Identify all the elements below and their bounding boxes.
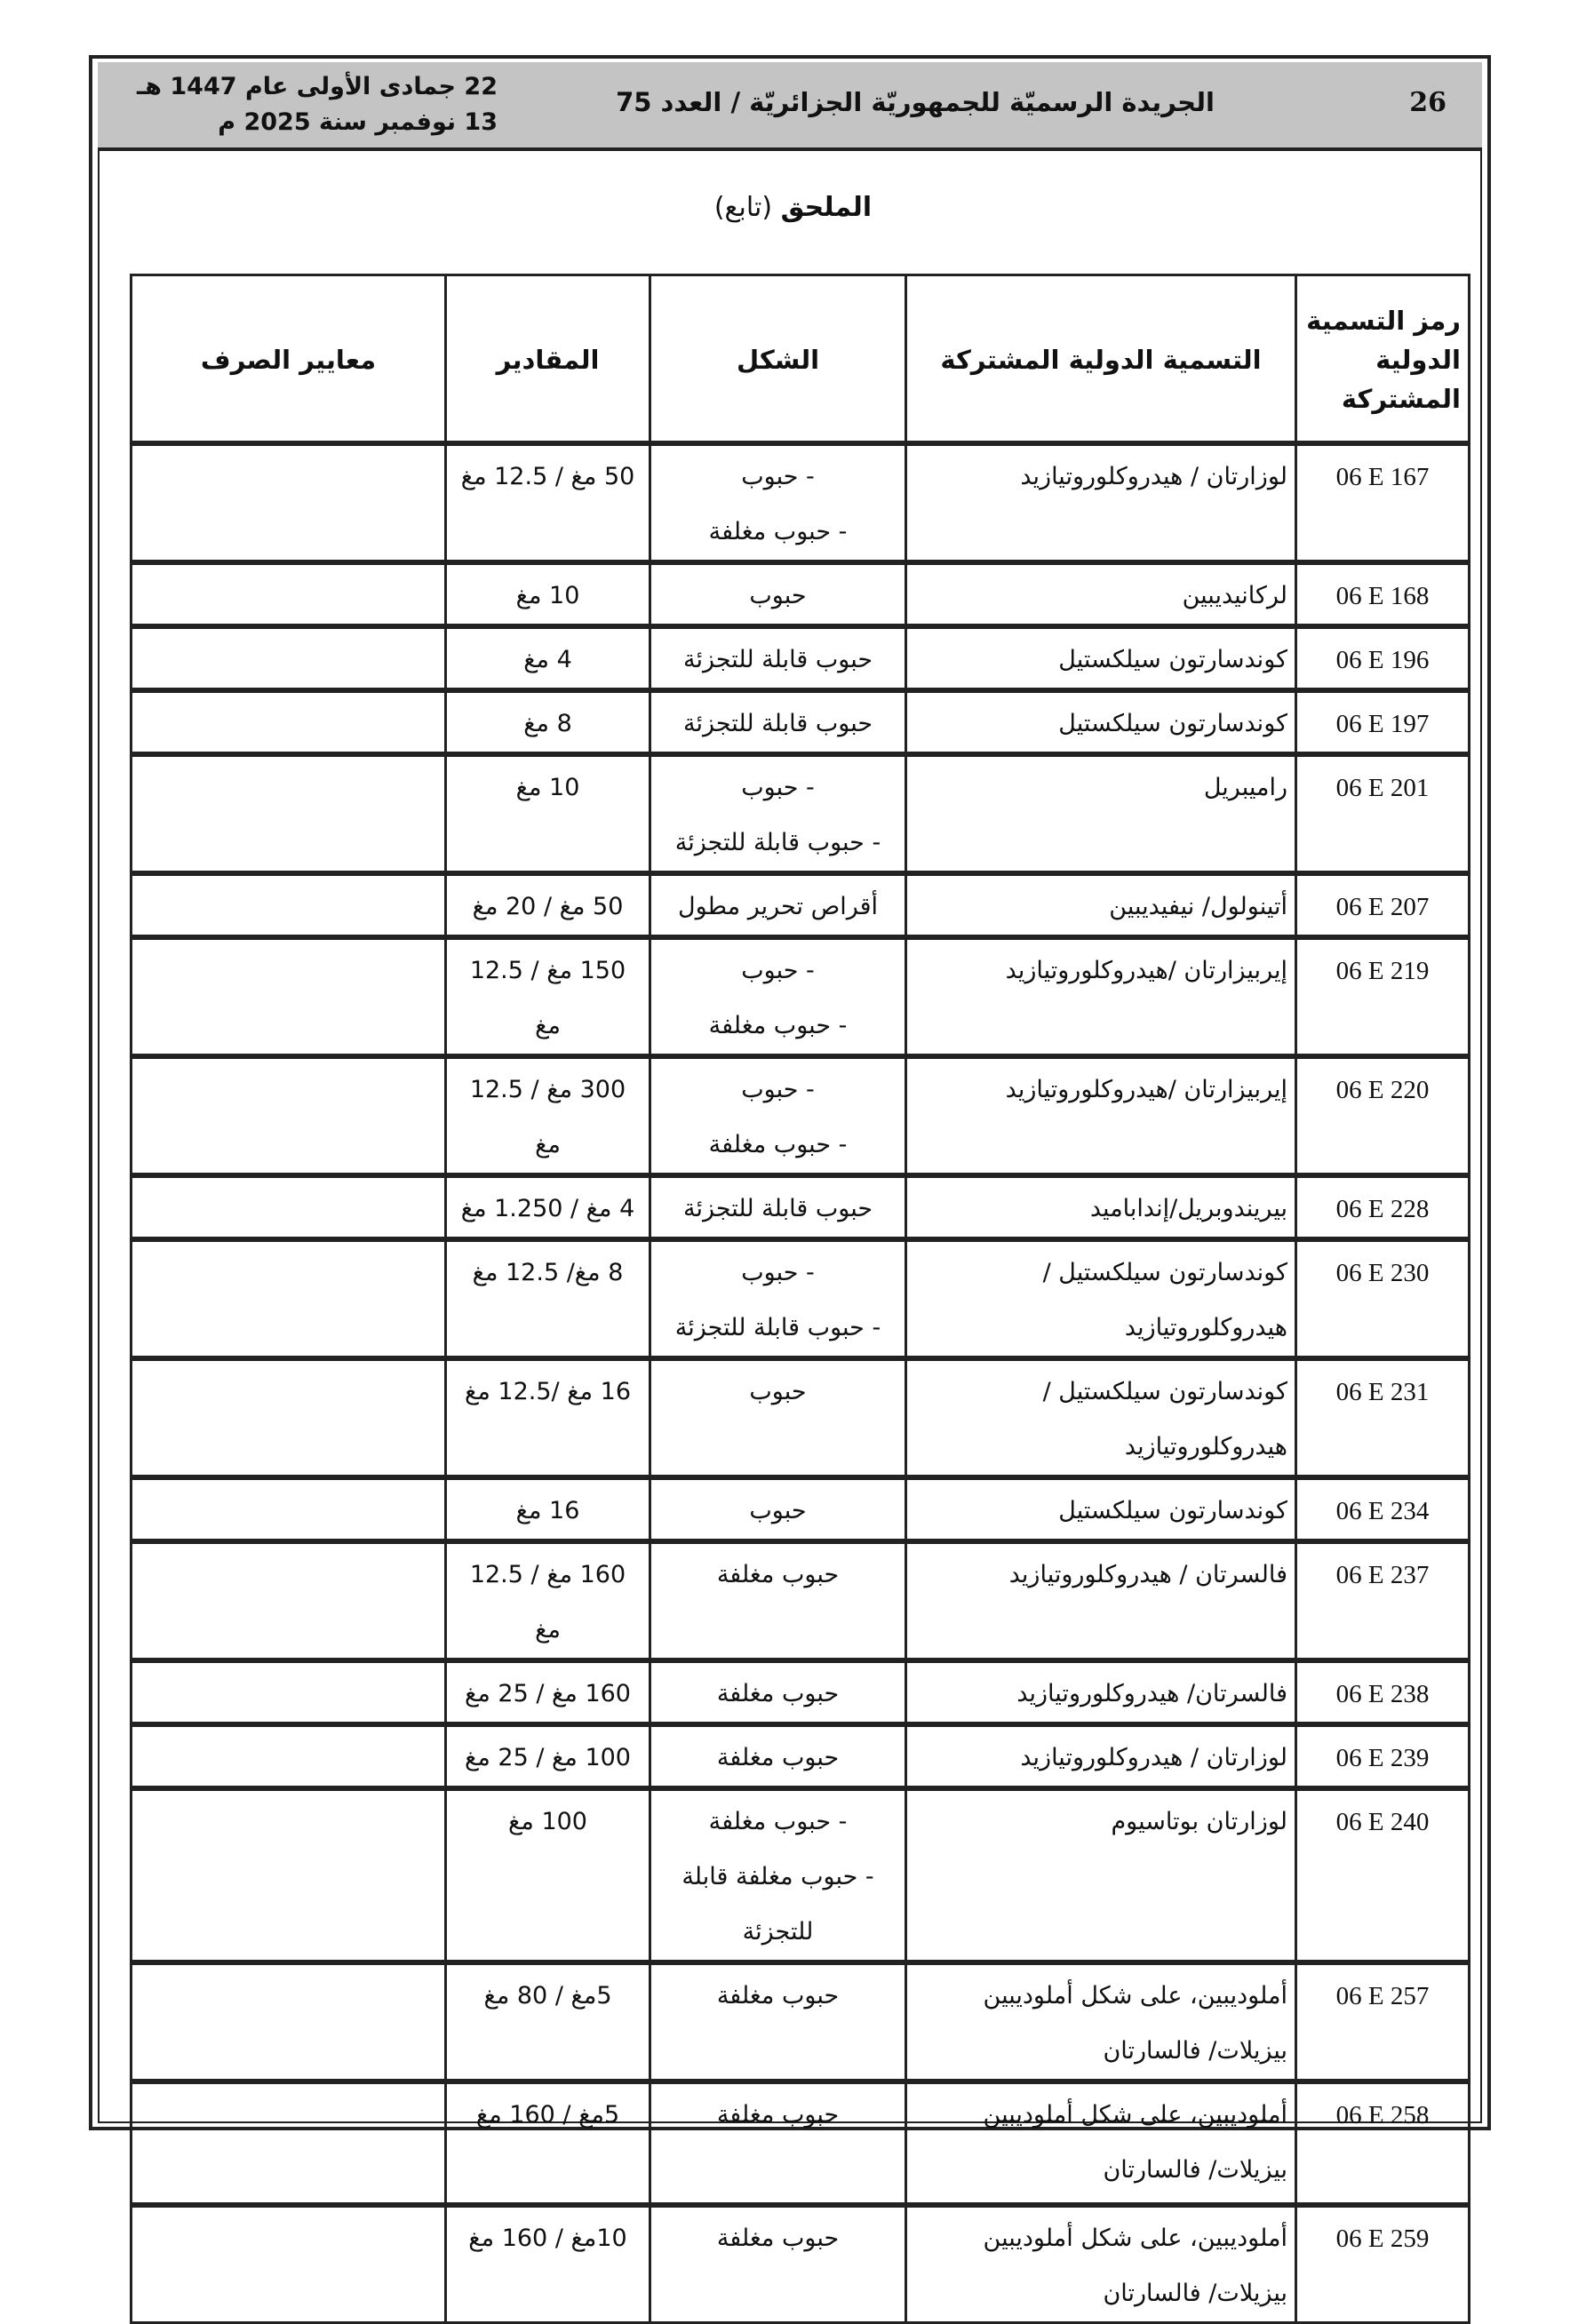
form-cell-line: حبوب — [749, 1377, 807, 1405]
criteria-cell — [132, 1239, 446, 1358]
code-cell: 06 E 219 — [1296, 937, 1470, 1056]
form-cell — [650, 690, 906, 754]
amount-cell: 300 مغ / 12.5 مغ — [446, 1056, 650, 1175]
table-row — [132, 626, 1470, 690]
name-cell-line: كوندسارتون سيلكستيل / — [1042, 1377, 1287, 1405]
table-row — [132, 1962, 1470, 2081]
medicines-table — [130, 274, 1470, 2324]
amount-cell: 100 مغ / 25 مغ — [446, 1724, 650, 1788]
table-row — [132, 1541, 1470, 1660]
name-cell-line: أملوديبين، على شكل أملوديبين — [983, 2224, 1287, 2252]
amount-cell: 50 مغ / 20 مغ — [446, 873, 650, 937]
amount-cell: 100 مغ — [446, 1788, 650, 1962]
table-row — [132, 1056, 1470, 1175]
code-cell: 06 E 168 — [1296, 562, 1470, 626]
amount-cell: 16 مغ /12.5 مغ — [446, 1358, 650, 1477]
criteria-cell — [132, 2081, 446, 2205]
amount-cell: 16 مغ — [446, 1477, 650, 1541]
name-cell-line: بيزيلات/ فالسارتان — [1103, 2155, 1287, 2184]
form-cell — [650, 1358, 906, 1477]
name-cell-line: أملوديبين، على شكل أملوديبين — [983, 1981, 1287, 2010]
form-cell-line: - حبوب مغلفة قابلة — [681, 1862, 874, 1890]
name-cell — [906, 1541, 1296, 1660]
annex-title: الملحق — [780, 192, 873, 223]
name-cell — [906, 2081, 1296, 2205]
form-cell-line: - حبوب قابلة للتجزئة — [674, 1313, 881, 1341]
table-row — [132, 1358, 1470, 1477]
name-cell-line: إيربيزارتان /هيدروكلوروتيازيد — [1005, 956, 1287, 984]
code-cell: 06 E 220 — [1296, 1056, 1470, 1175]
form-cell — [650, 1477, 906, 1541]
amount-cell: 10 مغ — [446, 754, 650, 873]
name-cell-line: بيزيلات/ فالسارتان — [1103, 2279, 1287, 2307]
table-row — [132, 1660, 1470, 1724]
name-cell-line: راميبريل — [1203, 773, 1287, 801]
form-cell — [650, 562, 906, 626]
code-cell: 06 E 230 — [1296, 1239, 1470, 1358]
table-row — [132, 443, 1470, 562]
name-cell-line: لركانيديبين — [1182, 581, 1287, 609]
form-cell — [650, 754, 906, 873]
name-cell-line: لوزارتان / هيدروكلوروتيازيد — [1020, 1743, 1287, 1771]
criteria-cell — [132, 1962, 446, 2081]
name-cell-line: هيدروكلوروتيازيد — [1124, 1313, 1287, 1341]
name-cell-line: إيربيزارتان /هيدروكلوروتيازيد — [1005, 1075, 1287, 1103]
name-cell-line: بيزيلات/ فالسارتان — [1103, 2036, 1287, 2065]
table-row — [132, 1175, 1470, 1239]
code-cell: 06 E 196 — [1296, 626, 1470, 690]
criteria-cell — [132, 1358, 446, 1477]
criteria-cell — [132, 1477, 446, 1541]
criteria-cell — [132, 1724, 446, 1788]
table-row — [132, 873, 1470, 937]
name-cell — [906, 937, 1296, 1056]
column-header-form: الشكل — [650, 275, 906, 443]
name-cell — [906, 754, 1296, 873]
form-cell — [650, 1724, 906, 1788]
name-cell — [906, 2205, 1296, 2323]
form-cell-line: حبوب مغلفة — [716, 1981, 840, 2010]
form-cell-line: حبوب مغلفة — [716, 2224, 840, 2252]
form-cell-line: حبوب مغلفة — [716, 2100, 840, 2129]
form-cell — [650, 2081, 906, 2205]
code-cell: 06 E 258 — [1296, 2081, 1470, 2205]
form-cell-line: حبوب قابلة للتجزئة — [682, 709, 873, 737]
name-cell — [906, 1358, 1296, 1477]
name-cell-line: فالسرتان/ هيدروكلوروتيازيد — [1016, 1679, 1287, 1707]
name-cell-line: فالسرتان / هيدروكلوروتيازيد — [1008, 1560, 1287, 1588]
annex-subtitle: (تابع) — [713, 192, 773, 223]
criteria-cell — [132, 873, 446, 937]
table-row — [132, 690, 1470, 754]
amount-cell: 8 مغ — [446, 690, 650, 754]
name-cell — [906, 1660, 1296, 1724]
form-cell-line: حبوب مغلفة — [716, 1679, 840, 1707]
form-cell — [650, 873, 906, 937]
criteria-cell — [132, 1175, 446, 1239]
issue-date — [116, 69, 498, 140]
form-cell-line: - حبوب — [741, 956, 815, 984]
name-cell-line: كوندسارتون سيلكستيل — [1058, 709, 1287, 737]
name-cell — [906, 690, 1296, 754]
criteria-cell — [132, 1056, 446, 1175]
page-number: 26 — [1409, 87, 1447, 118]
annex-heading — [0, 192, 1586, 223]
name-cell-line: لوزارتان بوتاسيوم — [1111, 1807, 1287, 1835]
table-row — [132, 1788, 1470, 1962]
form-cell — [650, 626, 906, 690]
amount-cell: 10مغ / 160 مغ — [446, 2205, 650, 2323]
table-row — [132, 1724, 1470, 1788]
table-header-row — [132, 275, 1470, 443]
form-cell-line: - حبوب مغلفة — [708, 1807, 848, 1835]
name-cell — [906, 1175, 1296, 1239]
form-cell-line: أقراص تحرير مطول — [677, 892, 879, 920]
code-cell: 06 E 167 — [1296, 443, 1470, 562]
name-cell-line: أملوديبين، على شكل أملوديبين — [983, 2100, 1287, 2129]
form-cell — [650, 1962, 906, 2081]
form-cell — [650, 937, 906, 1056]
form-cell — [650, 2205, 906, 2323]
name-cell-line: لوزارتان / هيدروكلوروتيازيد — [1020, 462, 1287, 490]
name-cell — [906, 873, 1296, 937]
amount-cell: 160 مغ / 25 مغ — [446, 1660, 650, 1724]
form-cell-line: - حبوب — [741, 462, 815, 490]
form-cell-line: - حبوب قابلة للتجزئة — [674, 828, 881, 856]
form-cell-line: - حبوب — [741, 1258, 815, 1286]
name-cell — [906, 443, 1296, 562]
form-cell-line: للتجزئة — [742, 1917, 814, 1946]
form-cell-line: - حبوب مغلفة — [708, 1011, 848, 1039]
column-header-criteria: معايير الصرف — [132, 275, 446, 443]
code-cell: 06 E 197 — [1296, 690, 1470, 754]
code-cell: 06 E 207 — [1296, 873, 1470, 937]
code-cell: 06 E 237 — [1296, 1541, 1470, 1660]
table-row — [132, 754, 1470, 873]
code-cell: 06 E 234 — [1296, 1477, 1470, 1541]
name-cell — [906, 1962, 1296, 2081]
form-cell-line: حبوب مغلفة — [716, 1743, 840, 1771]
name-cell — [906, 1477, 1296, 1541]
amount-cell: 4 مغ / 1.250 مغ — [446, 1175, 650, 1239]
amount-cell: 8 مغ/ 12.5 مغ — [446, 1239, 650, 1358]
form-cell-line: - حبوب — [741, 1075, 815, 1103]
name-cell — [906, 562, 1296, 626]
amount-cell: 5مغ / 160 مغ — [446, 2081, 650, 2205]
name-cell — [906, 1724, 1296, 1788]
form-cell-line: حبوب مغلفة — [716, 1560, 840, 1588]
form-cell — [650, 1788, 906, 1962]
form-cell — [650, 1239, 906, 1358]
name-cell-line: كوندسارتون سيلكستيل — [1058, 645, 1287, 673]
code-cell: 06 E 231 — [1296, 1358, 1470, 1477]
code-cell: 06 E 238 — [1296, 1660, 1470, 1724]
table-row — [132, 1477, 1470, 1541]
form-cell-line: حبوب — [749, 1496, 807, 1524]
form-cell — [650, 1541, 906, 1660]
table-row — [132, 1239, 1470, 1358]
code-cell: 06 E 257 — [1296, 1962, 1470, 2081]
table-row — [132, 2205, 1470, 2323]
column-header-amount: المقادير — [446, 275, 650, 443]
journal-title: الجريدة الرسميّة للجمهوريّة الجزائريّة / العدد 75 — [616, 87, 1215, 117]
amount-cell: 10 مغ — [446, 562, 650, 626]
name-cell-line: بيريندوبريل/إنداباميد — [1089, 1194, 1287, 1222]
form-cell — [650, 1175, 906, 1239]
column-header-name: التسمية الدولية المشتركة — [906, 275, 1296, 443]
criteria-cell — [132, 1541, 446, 1660]
form-cell — [650, 1660, 906, 1724]
form-cell-line: - حبوب مغلفة — [708, 1130, 848, 1158]
amount-cell: 5مغ / 80 مغ — [446, 1962, 650, 2081]
form-cell-line: حبوب قابلة للتجزئة — [682, 1194, 873, 1222]
name-cell — [906, 1239, 1296, 1358]
form-cell — [650, 443, 906, 562]
form-cell-line: - حبوب مغلفة — [708, 517, 848, 545]
criteria-cell — [132, 937, 446, 1056]
criteria-cell — [132, 443, 446, 562]
name-cell — [906, 626, 1296, 690]
code-cell: 06 E 239 — [1296, 1724, 1470, 1788]
criteria-cell — [132, 562, 446, 626]
date-hijri: 22 جمادى الأولى عام 1447 هـ — [137, 73, 498, 100]
amount-cell: 150 مغ / 12.5 مغ — [446, 937, 650, 1056]
date-gregorian: 13 نوفمبر سنة 2025 م — [218, 108, 498, 136]
table-row — [132, 2081, 1470, 2205]
name-cell-line: كوندسارتون سيلكستيل / — [1042, 1258, 1287, 1286]
criteria-cell — [132, 1788, 446, 1962]
table-row — [132, 937, 1470, 1056]
criteria-cell — [132, 690, 446, 754]
code-cell: 06 E 240 — [1296, 1788, 1470, 1962]
table-row — [132, 562, 1470, 626]
amount-cell: 4 مغ — [446, 626, 650, 690]
form-cell-line: حبوب — [749, 581, 807, 609]
code-cell: 06 E 228 — [1296, 1175, 1470, 1239]
criteria-cell — [132, 1660, 446, 1724]
amount-cell: 160 مغ / 12.5 مغ — [446, 1541, 650, 1660]
code-cell: 06 E 259 — [1296, 2205, 1470, 2323]
form-cell — [650, 1056, 906, 1175]
name-cell — [906, 1056, 1296, 1175]
code-cell: 06 E 201 — [1296, 754, 1470, 873]
name-cell-line: هيدروكلوروتيازيد — [1124, 1432, 1287, 1460]
criteria-cell — [132, 2205, 446, 2323]
column-header-code: رمز التسمية الدولية المشتركة — [1296, 275, 1470, 443]
criteria-cell — [132, 754, 446, 873]
form-cell-line: حبوب قابلة للتجزئة — [682, 645, 873, 673]
page-header — [98, 62, 1482, 151]
name-cell — [906, 1788, 1296, 1962]
name-cell-line: كوندسارتون سيلكستيل — [1058, 1496, 1287, 1524]
amount-cell: 50 مغ / 12.5 مغ — [446, 443, 650, 562]
form-cell-line: - حبوب — [741, 773, 815, 801]
name-cell-line: أتينولول/ نيفيديبين — [1109, 892, 1287, 920]
criteria-cell — [132, 626, 446, 690]
